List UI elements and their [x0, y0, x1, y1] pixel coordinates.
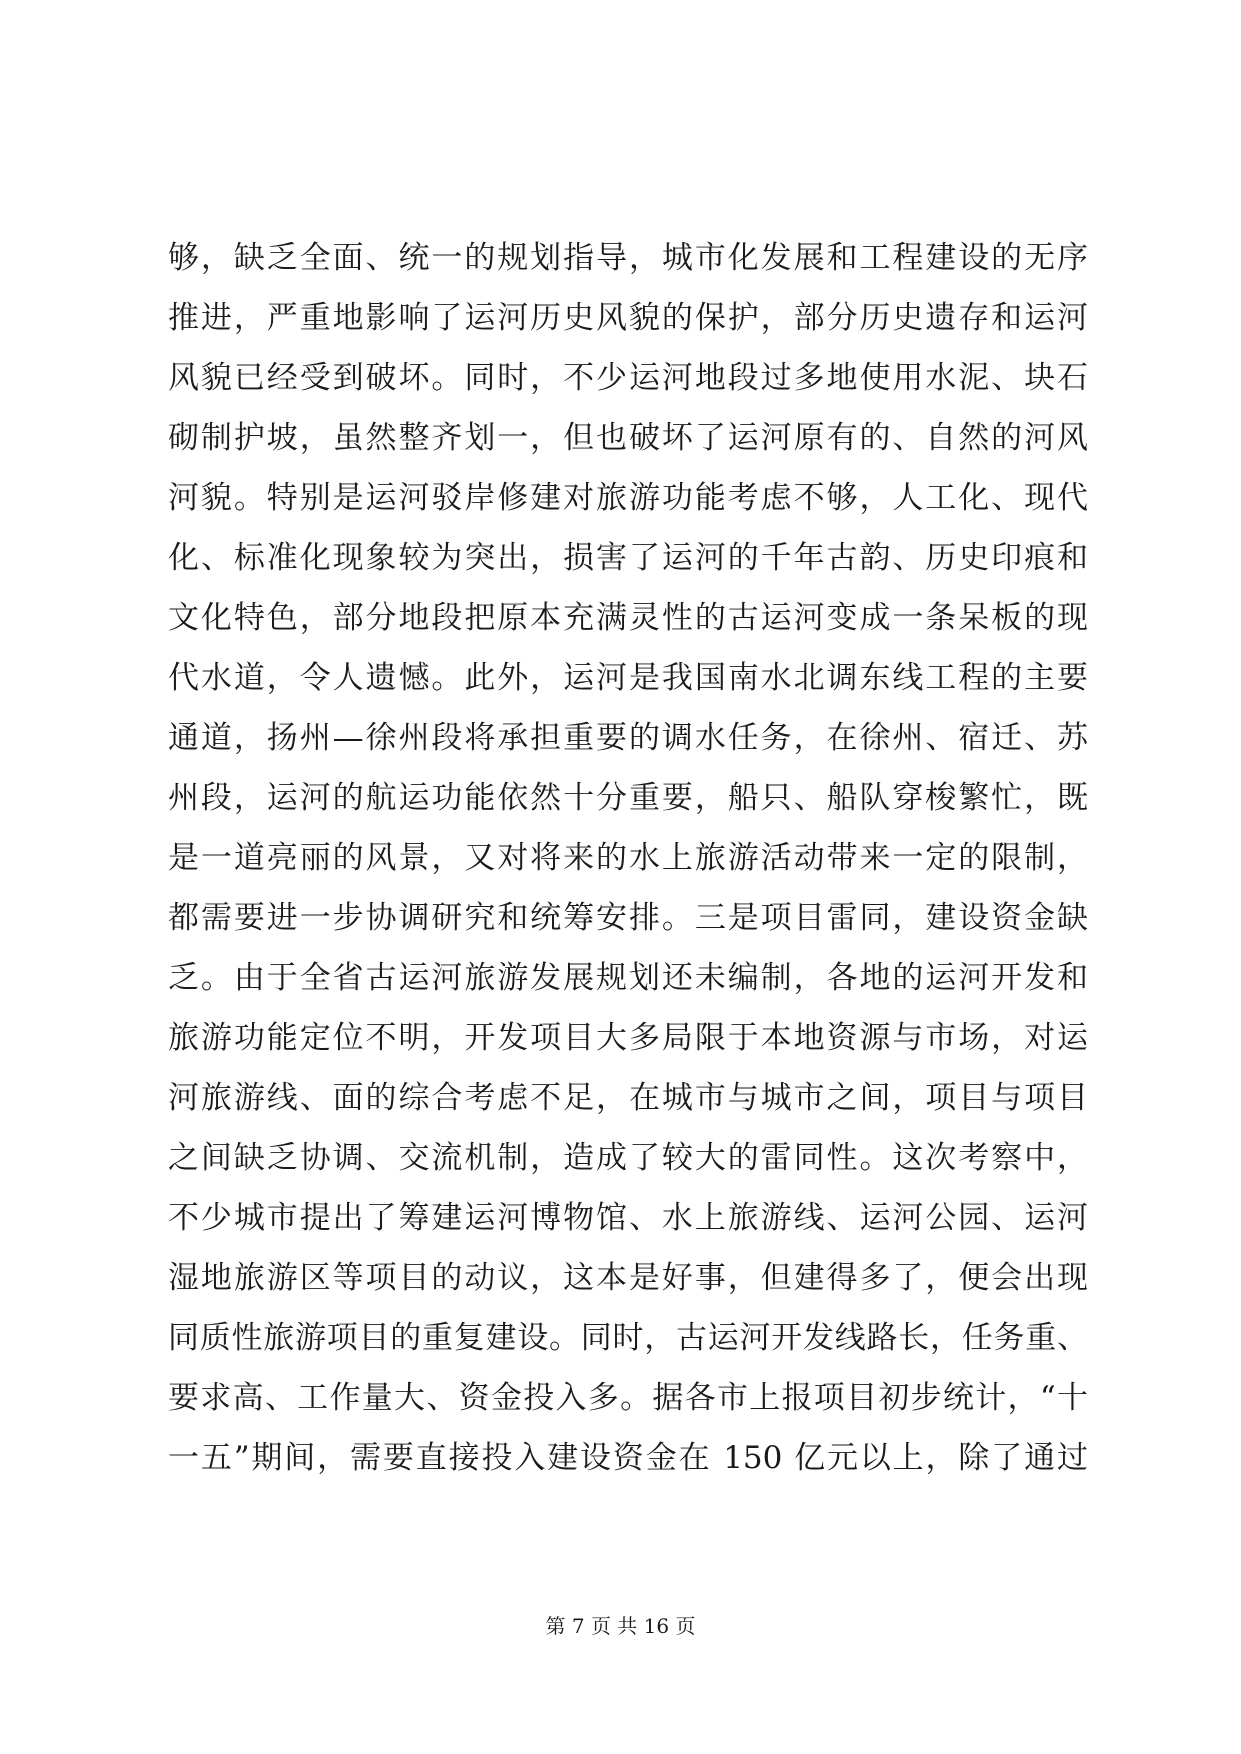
text-line: 是一道亮丽的风景，又对将来的水上旅游活动带来一定的限制，	[168, 840, 1088, 876]
text-line: 够，缺乏全面、统一的规划指导，城市化发展和工程建设的无序	[168, 240, 1088, 276]
text-line: 都需要进一步协调研究和统筹安排。三是项目雷同，建设资金缺	[168, 900, 1088, 936]
text-line: 文化特色，部分地段把原本充满灵性的古运河变成一条呆板的现	[168, 600, 1088, 636]
text-line: 化、标准化现象较为突出，损害了运河的千年古韵、历史印痕和	[168, 540, 1088, 576]
text-line: 州段，运河的航运功能依然十分重要，船只、船队穿梭繁忙，既	[168, 780, 1088, 816]
text-line: 湿地旅游区等项目的动议，这本是好事，但建得多了，便会出现	[168, 1260, 1088, 1296]
text-line: 砌制护坡，虽然整齐划一，但也破坏了运河原有的、自然的河风	[168, 420, 1088, 456]
text-line: 河旅游线、面的综合考虑不足，在城市与城市之间，项目与项目	[168, 1080, 1088, 1116]
text-line: 旅游功能定位不明，开发项目大多局限于本地资源与市场，对运	[168, 1020, 1088, 1056]
text-line: 风貌已经受到破坏。同时，不少运河地段过多地使用水泥、块石	[168, 360, 1088, 396]
body-text	[168, 228, 1088, 1488]
text-line: 之间缺乏协调、交流机制，造成了较大的雷同性。这次考察中，	[168, 1140, 1088, 1176]
text-line: 河貌。特别是运河驳岸修建对旅游功能考虑不够，人工化、现代	[168, 480, 1088, 516]
text-line: 代水道，令人遗憾。此外，运河是我国南水北调东线工程的主要	[168, 660, 1088, 696]
page-number-footer: 第 7 页 共 16 页	[545, 1614, 696, 1638]
text-line: 同质性旅游项目的重复建设。同时，古运河开发线路长，任务重、	[168, 1320, 1088, 1356]
text-line: 一五”期间，需要直接投入建设资金在 150 亿元以上，除了通过	[168, 1440, 1088, 1476]
text-line: 不少城市提出了筹建运河博物馆、水上旅游线、运河公园、运河	[168, 1200, 1088, 1236]
text-line: 要求高、工作量大、资金投入多。据各市上报项目初步统计，“十	[168, 1380, 1088, 1416]
text-line: 乏。由于全省古运河旅游发展规划还未编制，各地的运河开发和	[168, 960, 1088, 996]
text-line: 推进，严重地影响了运河历史风貌的保护，部分历史遗存和运河	[168, 300, 1088, 336]
text-line: 通道，扬州—徐州段将承担重要的调水任务，在徐州、宿迁、苏	[168, 720, 1088, 756]
